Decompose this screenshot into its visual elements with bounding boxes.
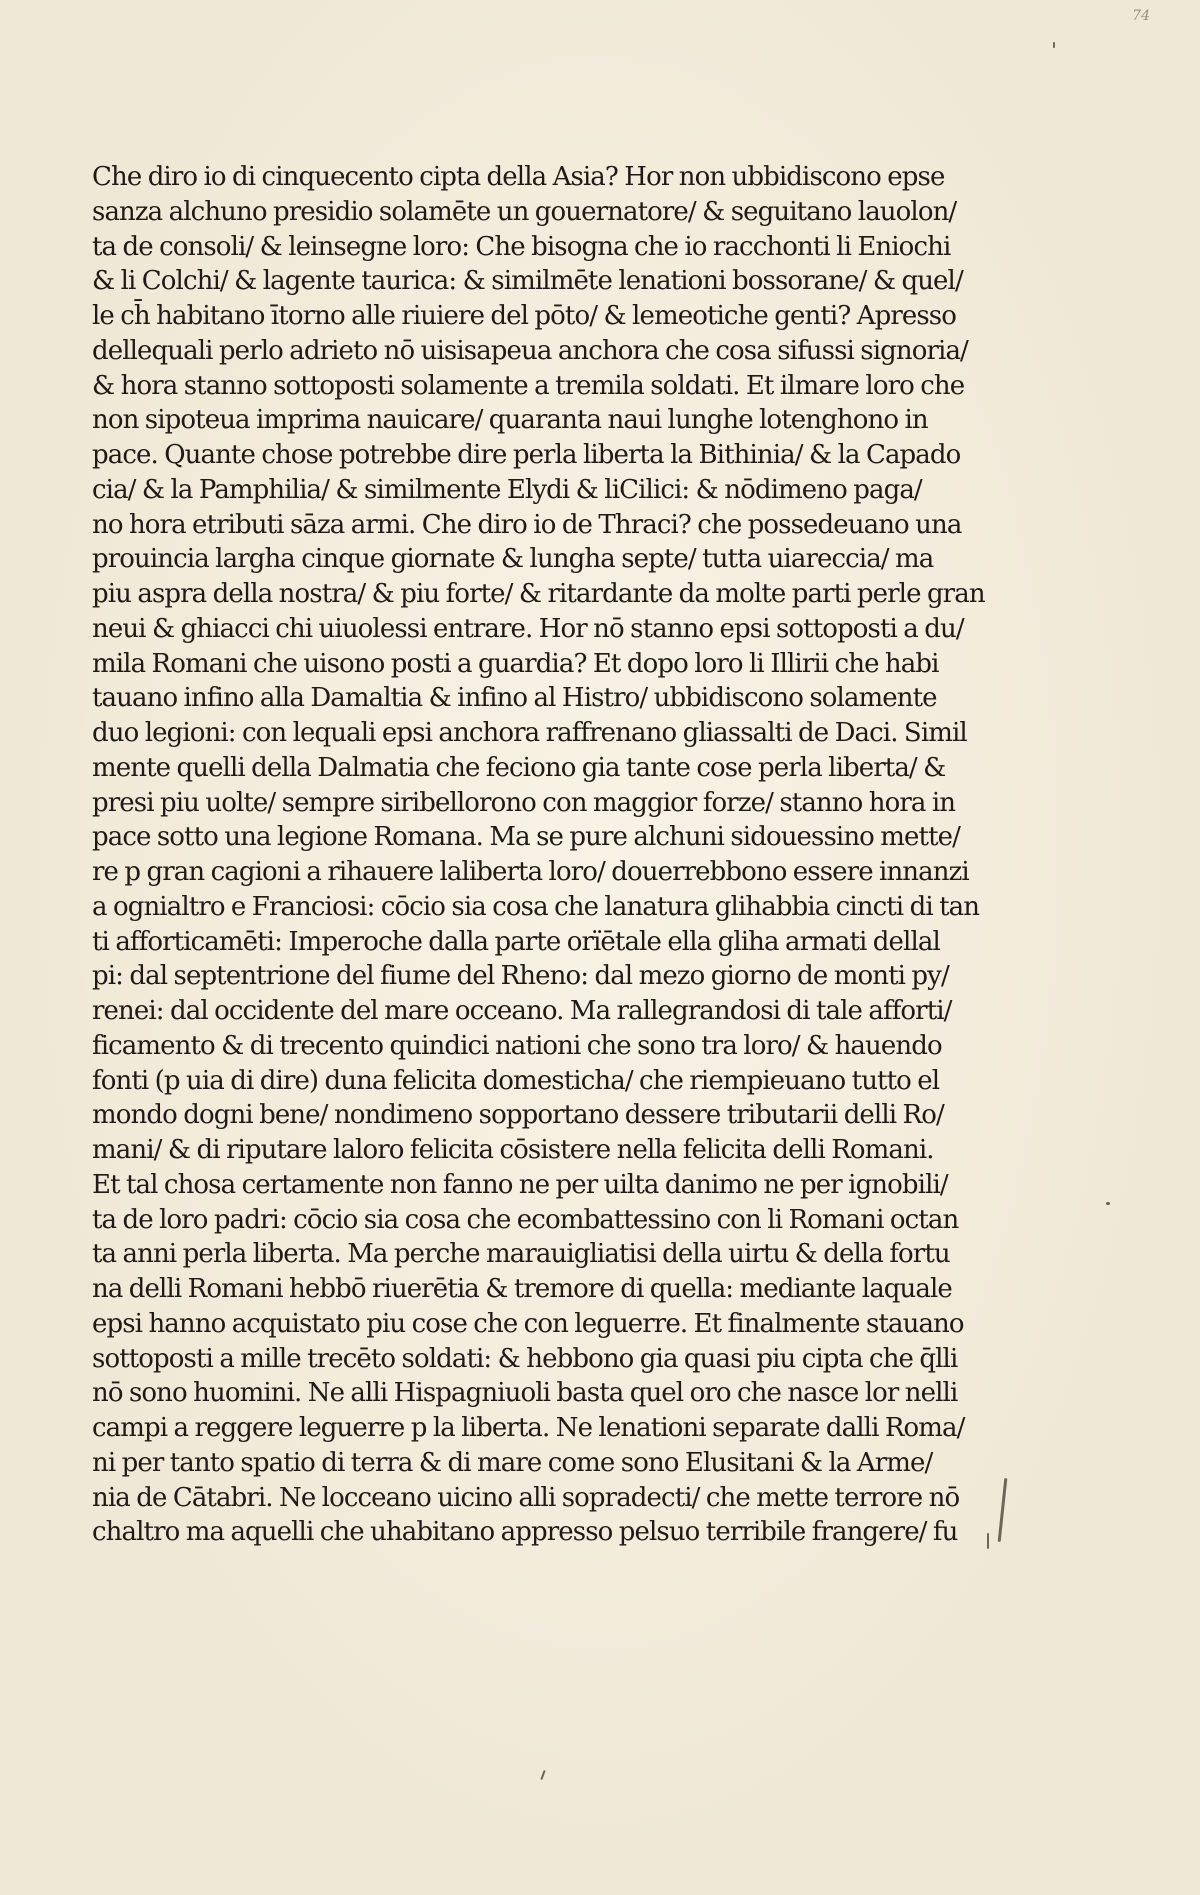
text-line: piu aspra della nostra/ & piu forte/ & ritardante da molte parti perle gran [92, 579, 985, 609]
text-line: duo legioni: con lequali epsi anchora raffrenano gliassalti de Daci. Simil [92, 718, 967, 748]
text-line: ficamento & di trecento quindici nationi che sono tra loro/ & hauendo [92, 1030, 942, 1061]
text-line: dellequali perlo adrieto nō uisisapeua anchora che cosa sifussi signoria/ [92, 335, 968, 366]
text-line: tauano infino alla Damaltia & infino al Histro/ ubbidiscono solamente [92, 683, 937, 714]
text-line: epsi hanno acquistato piu cose che con leguerre. Et finalmente stauano [92, 1308, 964, 1339]
text-line: chaltro ma aquelli che uhabitano appresso pelsuo terribile frangere/ fu [92, 1517, 958, 1548]
text-line: mila Romani che uisono posti a guardia? Et dopo loro li Illirii che habi [92, 648, 939, 679]
text-line: ti afforticamēti: Imperoche dalla parte orïētale ella gliha armati dellal [92, 926, 940, 957]
text-line: a ognialtro e Franciosi: cōcio sia cosa che lanatura glihabbia cincti di tan [92, 891, 980, 922]
margin-dot [1053, 42, 1055, 48]
text-line: Et tal chosa certamente non fanno ne per uilta danimo ne per ignobili/ [92, 1169, 948, 1200]
text-line: re p gran cagioni a rihauere laliberta loro/ douerrebbono essere innanzi [92, 857, 969, 887]
margin-pencil-mark [998, 1478, 1008, 1542]
text-line: mondo dogni bene/ nondimeno sopportano dessere tributarii delli Ro/ [92, 1100, 944, 1131]
text-line: pace. Quante chose potrebbe dire perla liberta la Bithinia/ & la Capado [92, 440, 961, 470]
text-line: Che diro io di cinquecento cipta della Asia? Hor non ubbidiscono epse [92, 162, 945, 192]
text-line: pi: dal septentrione del fiume del Rheno: dal mezo giorno de monti py/ [92, 961, 949, 992]
text-line: presi piu uolte/ sempre siribellorono con maggior forze/ stanno hora in [92, 787, 956, 818]
text-line: ta anni perla liberta. Ma perche marauigliatisi della uirtu & della fortu [92, 1239, 950, 1270]
text-line: ta de consoli/ & leinsegne loro: Che bisogna che io racchonti li Eniochi [92, 231, 951, 262]
text-line: sottoposti a mille trecēto soldati: & hebbono gia quasi piu cipta che q̄lli [92, 1343, 958, 1374]
text-line: & li Colchi/ & lagente taurica: & similmēte lenationi bossorane/ & quel/ [92, 266, 963, 297]
text-line: ta de loro padri: cōcio sia cosa che ecombattessino con li Romani octan [92, 1204, 959, 1235]
folio-number: 74 [1132, 8, 1150, 24]
text-line: ni per tanto spatio di terra & di mare come sono Elusitani & la Arme/ [92, 1447, 933, 1478]
text-line: sanza alchuno presidio solamēte un gouernatore/ & seguitano lauolon/ [92, 196, 957, 227]
margin-pencil-mark [987, 1533, 989, 1549]
text-line: prouincia largha cinque giornate & lungha septe/ tutta uiareccia/ ma [92, 544, 934, 575]
text-line: neui & ghiacci chi uiuolessi entrare. Hor nō stanno epsi sottoposti a du/ [92, 613, 964, 644]
text-line: nō sono huomini. Ne alli Hispagniuoli basta quel oro che nasce lor nelli [92, 1378, 958, 1409]
text-block [92, 160, 985, 1550]
text-line: le ch̄ habitano ītorno alle riuiere del pōto/ & lemeotiche genti? Apresso [92, 301, 956, 331]
text-line: mani/ & di riputare laloro felicita cōsistere nella felicita delli Romani. [92, 1135, 934, 1165]
margin-dot [540, 1770, 545, 1780]
text-line: nia de Cātabri. Ne locceano uicino alli sopradecti/ che mette terrore nō [92, 1482, 960, 1513]
text-line: mente quelli della Dalmatia che feciono gia tante cose perla liberta/ & [92, 752, 946, 783]
text-line: non sipoteua imprima nauicare/ quaranta naui lunghe lotenghono in [92, 405, 928, 436]
text-line: pace sotto una legione Romana. Ma se pure alchuni sidouessino mette/ [92, 822, 960, 853]
text-line: renei: dal occidente del mare occeano. Ma rallegrandosi di tale afforti/ [92, 996, 952, 1026]
margin-dot [1106, 1202, 1110, 1205]
text-line: fonti (p uia di dire) duna felicita domesticha/ che riempieuano tutto el [92, 1065, 940, 1096]
text-line: no hora etributi sāza armi. Che diro io de Thraci? che possedeuano una [92, 509, 962, 540]
text-line: na delli Romani hebbō riuerētia & tremore di quella: mediante laquale [92, 1274, 952, 1304]
text-line: & hora stanno sottoposti solamente a tremila soldati. Et ilmare loro che [92, 370, 965, 401]
text-line: cia/ & la Pamphilia/ & similmente Elydi & liCilici: & nōdimeno paga/ [92, 474, 922, 505]
text-line: campi a reggere leguerre p la liberta. Ne lenationi separate dalli Roma/ [92, 1413, 965, 1443]
